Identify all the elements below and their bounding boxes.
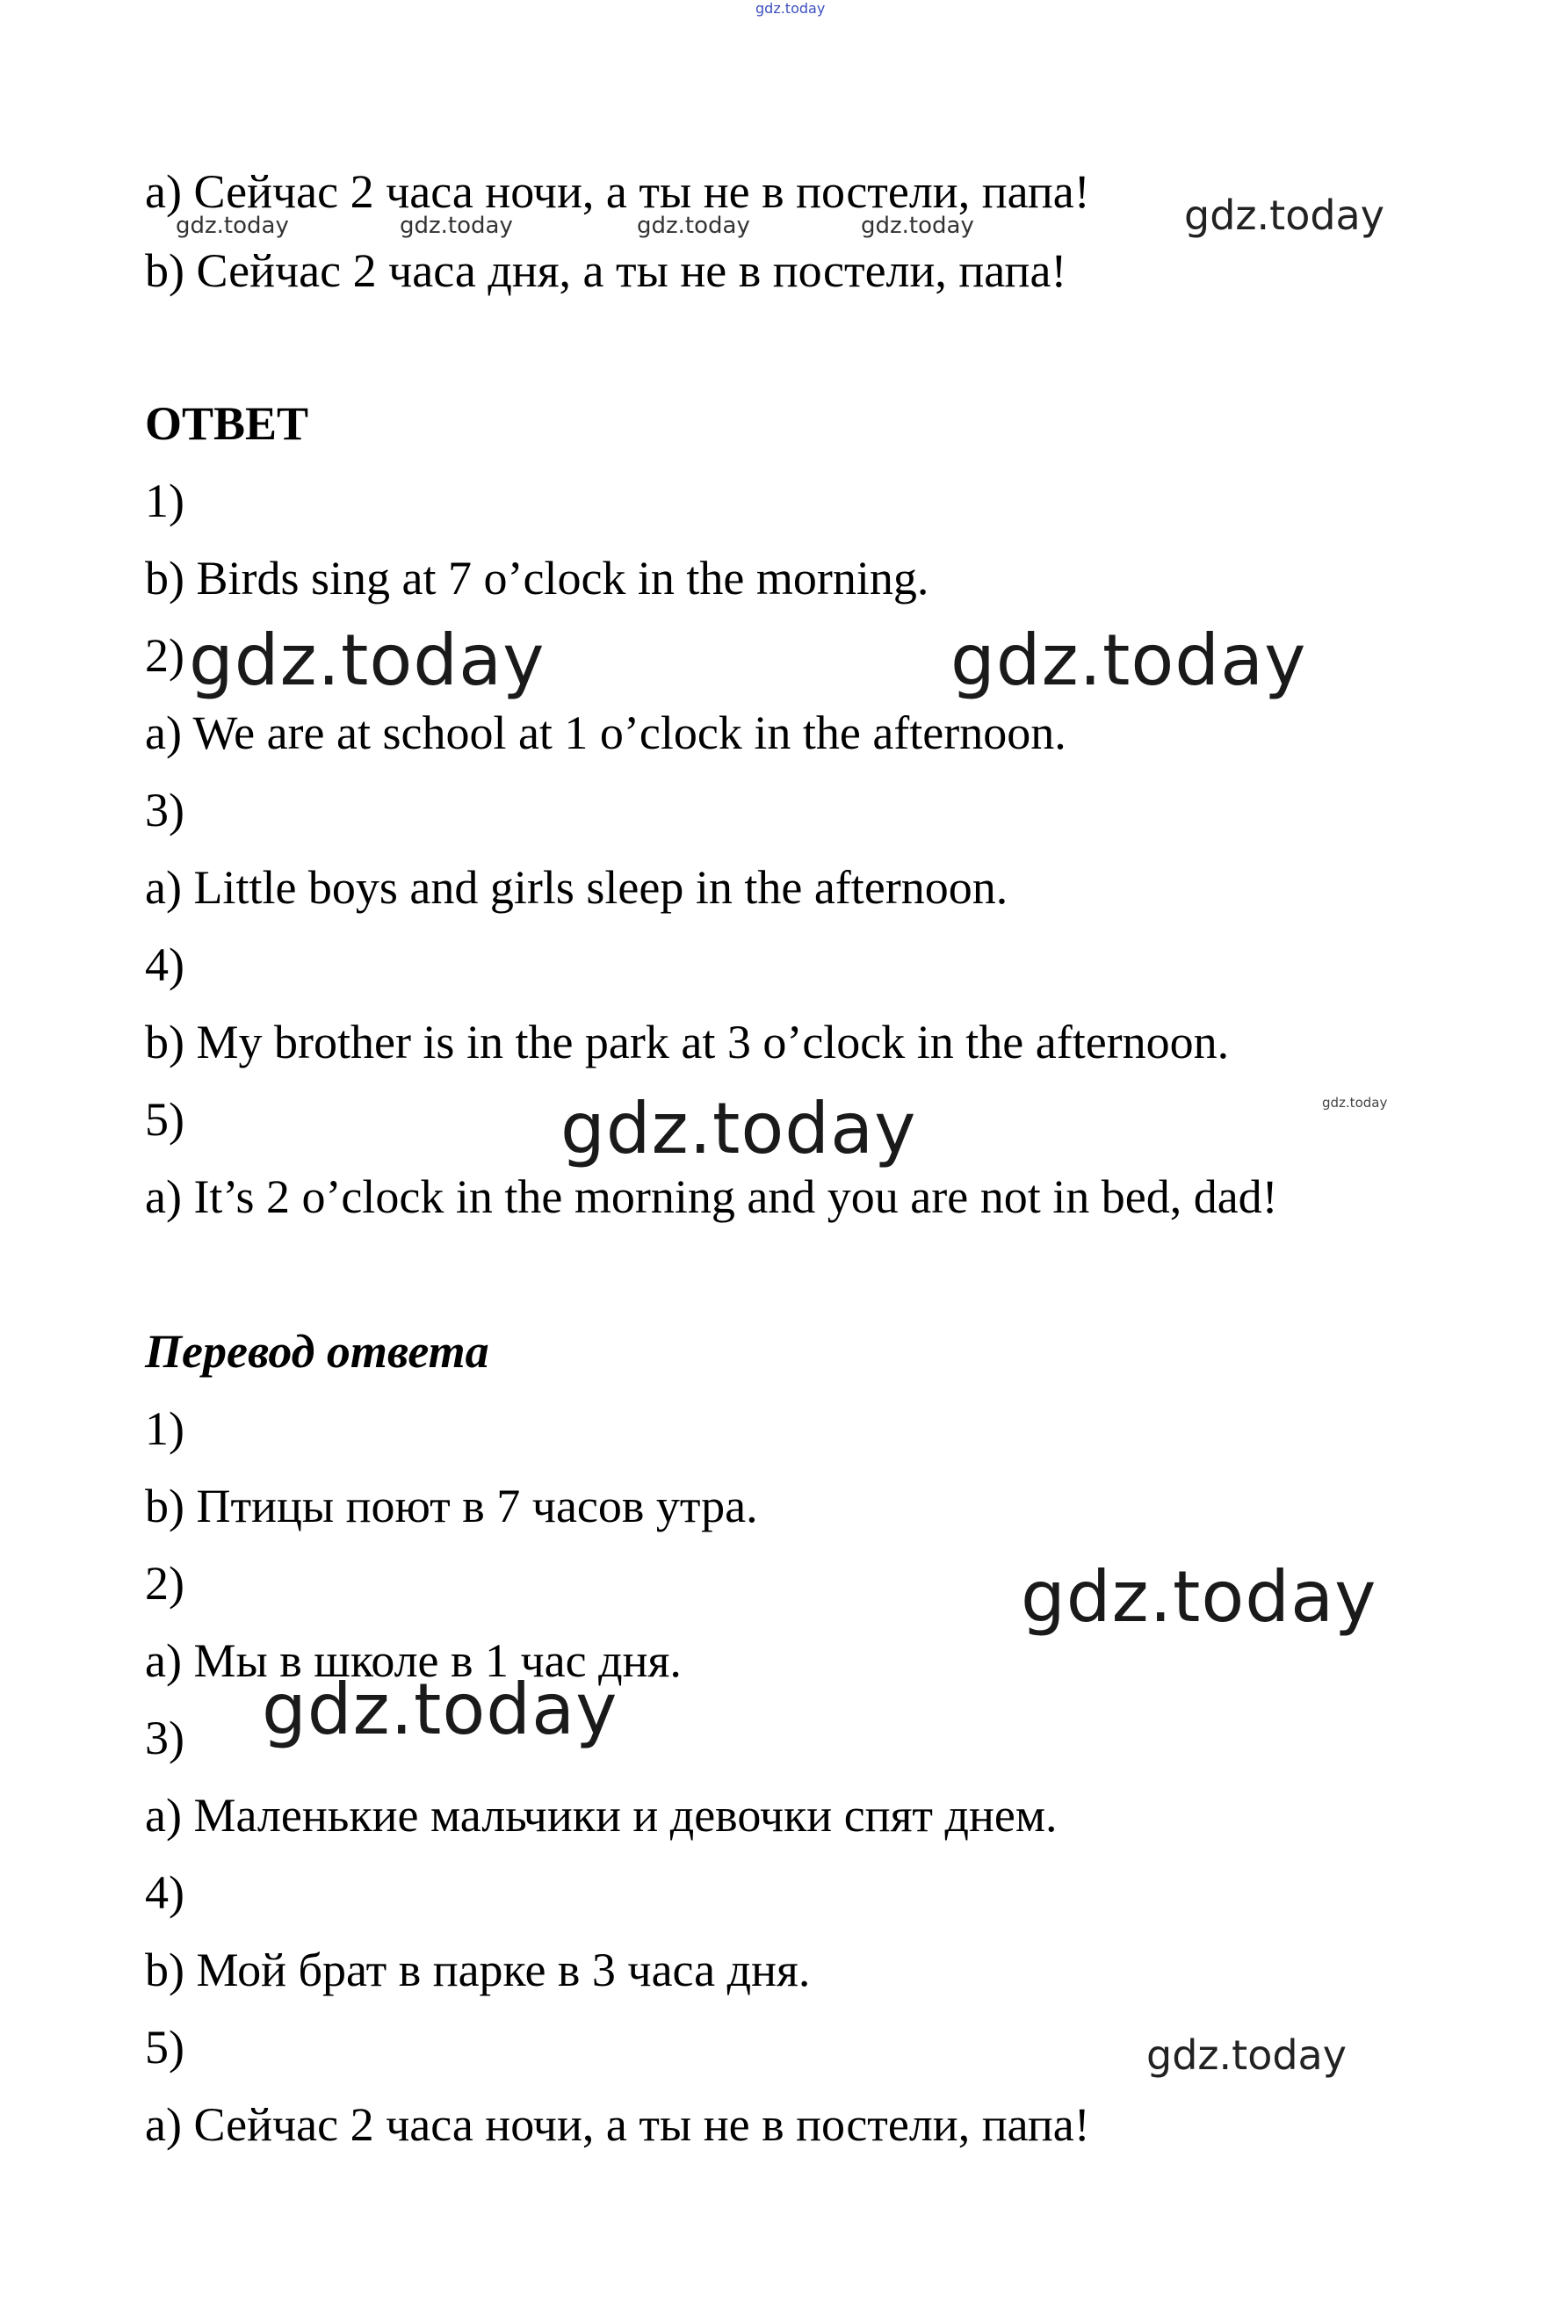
watermark: gdz.today <box>1322 1095 1388 1111</box>
answer-text-2: a) We are at school at 1 o’clock in the afternoon. <box>145 706 1066 759</box>
watermark: gdz.today <box>560 1088 917 1169</box>
answer-heading: ОТВЕТ <box>145 397 309 450</box>
answer-number-3: 3) <box>145 784 184 836</box>
translation-number-2: 2) <box>145 1557 184 1610</box>
watermark: gdz.today <box>176 213 289 239</box>
answer-number-1: 1) <box>145 474 184 527</box>
translation-number-1: 1) <box>145 1402 184 1455</box>
translation-heading: Перевод ответа <box>145 1325 489 1378</box>
answer-text-3: a) Little boys and girls sleep in the afternoon. <box>145 861 1008 914</box>
translation-number-4: 4) <box>145 1866 184 1919</box>
watermark: gdz.today <box>637 213 750 239</box>
watermark-top: gdz.today <box>755 0 826 17</box>
answer-number-4: 4) <box>145 938 184 991</box>
watermark: gdz.today <box>400 213 513 239</box>
translation-text-1: b) Птицы поют в 7 часов утра. <box>145 1480 758 1532</box>
answer-text-5: a) It’s 2 o’clock in the morning and you are not in bed, dad! <box>145 1170 1278 1223</box>
translation-text-2: a) Мы в школе в 1 час дня. <box>145 1634 682 1687</box>
watermark: gdz.today <box>861 213 974 239</box>
answer-text-4: b) My brother is in the park at 3 o’clock in the afternoon. <box>145 1016 1230 1068</box>
task-line-b: b) Сейчас 2 часа дня, а ты не в постели, папа! <box>145 244 1067 297</box>
translation-text-4: b) Мой брат в парке в 3 часа дня. <box>145 1944 811 1996</box>
watermark: gdz.today <box>189 619 546 701</box>
answer-number-2: 2) <box>145 629 184 682</box>
watermark: gdz.today <box>262 1669 618 1750</box>
answer-text-1: b) Birds sing at 7 o’clock in the morning. <box>145 552 929 605</box>
translation-text-3: a) Маленькие мальчики и девочки спят днем. <box>145 1789 1058 1842</box>
translation-number-5: 5) <box>145 2021 184 2074</box>
watermark: gdz.today <box>1184 192 1384 239</box>
watermark: gdz.today <box>950 619 1307 701</box>
answer-number-5: 5) <box>145 1093 184 1146</box>
translation-text-5: a) Сейчас 2 часа ночи, а ты не в постели, папа! <box>145 2098 1090 2151</box>
watermark: gdz.today <box>1146 2031 1347 2079</box>
translation-number-3: 3) <box>145 1712 184 1764</box>
task-line-a: a) Сейчас 2 часа ночи, а ты не в постели, папа! <box>145 165 1090 218</box>
watermark: gdz.today <box>1021 1556 1377 1638</box>
